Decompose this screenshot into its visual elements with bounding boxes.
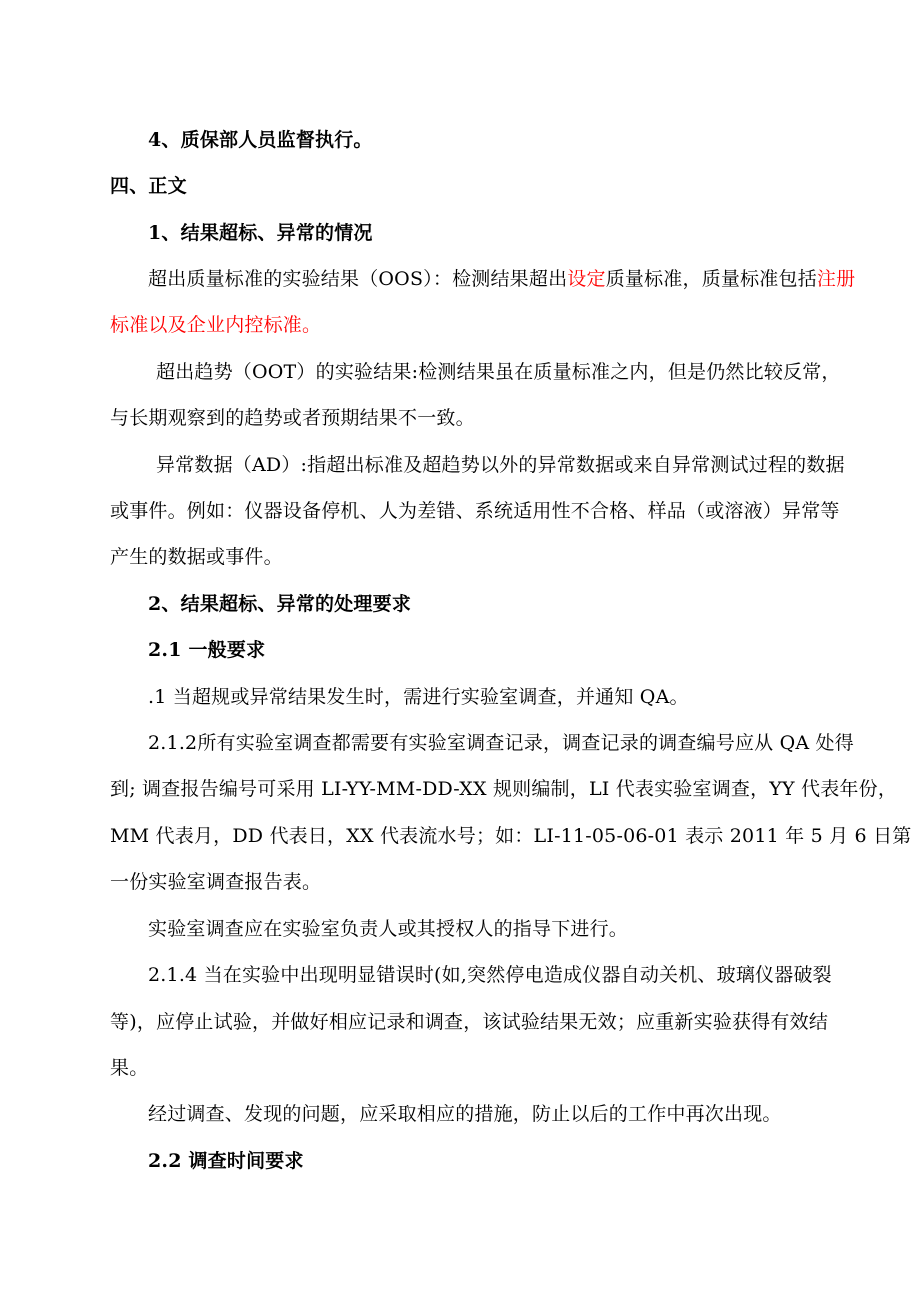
section-item-4: 4、质保部人员监督执行。 [148,129,373,151]
paragraph-item-4-line-2: 等)，应停止试验，并做好相应记录和调查，该试验结果无效；应重新实验获得有效结 [110,1011,829,1033]
oos-highlight-set: 设定 [567,268,606,290]
paragraph-item-2-line-4: 一份实验室调查报告表。 [110,871,322,893]
subheading-general-requirements: 2.1 一般要求 [148,639,266,661]
paragraph-item-2-line-2: 到; 调查报告编号可采用 LI-YY-MM-DD-XX 规则编制，LI 代表实验室调查，YY 代表年份， [110,778,898,800]
subheading-investigation-time: 2.2 调查时间要求 [148,1150,304,1172]
paragraph-item-2-line-1: 2.1.2所有实验室调查都需要有实验室调查记录，调查记录的调查编号应从 QA 处得 [148,732,854,754]
paragraph-item-2-line-3: MM 代表月，DD 代表日，XX 代表流水号；如：LI-11-05-06-01 表示 2011 年 5 月 6 日第 [110,825,912,847]
subheading-handling-requirements: 2、结果超标、异常的处理要求 [148,593,412,615]
oos-highlight-register: 注册 [816,268,856,290]
paragraph-ad-line-2: 或事件。例如：仪器设备停机、人为差错、系统适用性不合格、样品（或溶液）异常等 [110,500,840,522]
oos-text-start: 超出质量标准的实验结果（OOS）：检测结果超出 [148,268,568,290]
paragraph-ad-line-1: 异常数据（AD）:指超出标准及超趋势以外的异常数据或来自异常测试过程的数据 [156,454,845,476]
paragraph-item-4-line-1: 2.1.4 当在实验中出现明显错误时(如,突然停电造成仪器自动关机、玻璃仪器破裂 [148,964,832,986]
paragraph-item-3: 实验室调查应在实验室负责人或其授权人的指导下进行。 [148,918,629,940]
paragraph-item-5: 经过调查、发现的问题，应采取相应的措施，防止以后的工作中再次出现。 [148,1103,782,1125]
paragraph-oos-line-1 [148,265,855,293]
paragraph-oos-line-2: 标准以及企业内控标准。 [110,314,322,336]
oos-text-middle: 质量标准，质量标准包括 [605,268,817,290]
section-heading-main-text: 四、正文 [110,175,187,197]
paragraph-item-4-line-3: 果。 [110,1057,149,1079]
paragraph-ad-line-3: 产生的数据或事件。 [110,546,283,568]
subheading-results-situation: 1、结果超标、异常的情况 [148,222,373,244]
paragraph-oot-line-1: 超出趋势（OOT）的实验结果:检测结果虽在质量标准之内，但是仍然比较反常， [156,361,841,383]
paragraph-oot-line-2: 与长期观察到的趋势或者预期结果不一致。 [110,407,475,429]
paragraph-item-1: .1 当超规或异常结果发生时，需进行实验室调查，并通知 QA。 [148,686,689,708]
